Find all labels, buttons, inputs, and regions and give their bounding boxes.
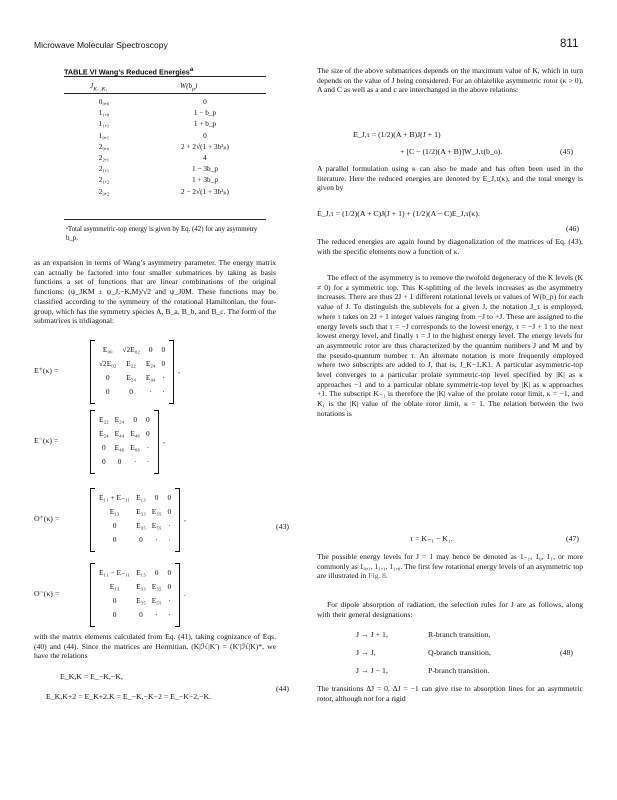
rule-p-transition: J → J − 1, [356,666,388,675]
table-row [64,163,266,174]
matrix-row [96,593,174,607]
matrix-element: · [168,534,171,544]
matrix-row [96,532,174,546]
right-para-2 [317,164,583,193]
right-para-5-text: The possible energy levels for J = 1 may hence be denoted as 1₋₁, 1₀, 1₁, or more commonly as 1₀,₁, 1₁,₁, 1₁,₀. The first few rotational energy levels of an asymmetric top are illustrated in [317,552,583,581]
table-col2-close: ) [194,81,198,90]
matrix-element: 0 [129,386,133,396]
matrix-row [96,342,168,356]
left-bracket [90,563,95,627]
right-para-5-text-wrap [317,552,583,581]
right-para-7 [317,684,583,703]
rule-q-transition: J → J, [356,648,376,657]
eq46-line: E_J,τ = (1/2)(A + C)J(J + 1) + (1/2)(A − C)E_J,τ(κ). [317,209,480,218]
level-label: 0₀,₀ [98,97,110,107]
matrix-o-minus [34,563,274,627]
matrix-element: 0 [117,456,122,466]
matrix-element: 0 [146,428,150,438]
matrix-element: 0 [112,534,117,544]
reduced-energy: 1 − b_p [193,108,217,118]
level-label: 1₀,₁ [98,130,110,140]
matrix-grid [96,412,153,468]
right-para-6-text: For dipole absorption of radiation, the selection rules for J are as follows, along with their general designations: [317,600,583,619]
matrix-row [96,607,174,621]
matrix-element: · [168,609,171,619]
matrix-element: E₂₄ [114,414,125,424]
matrix-body [90,488,180,552]
matrix-trailing-punct: , [178,366,180,375]
table-title-text: TABLE VI Wang’s Reduced Energies [64,67,190,77]
matrix-grid [96,342,168,398]
matrix-row [96,370,168,384]
matrix-element: E₄₆ [114,442,125,452]
matrix-element: E₃₅ [151,581,162,591]
table-col2-sub: p [192,86,195,93]
eq-number-46: (46) [566,224,579,233]
matrix-trailing-punct: , [163,436,165,445]
reduced-energy: 1 − 3b_p [191,164,218,174]
matrix-element: 0 [167,581,172,591]
eq45-line2: + [C − (1/2)(A + B)]W_J,τ(b_o). [400,147,503,156]
matrix-element: 0 [161,358,166,368]
table-row [64,141,266,152]
matrix-element: E₂₄ [99,428,109,438]
left-para-1 [34,258,276,326]
matrix-element: E₃₅ [136,595,146,605]
table-row [64,107,266,118]
right-para-4-text: The effect of the asymmetry is to remove the twofold degeneracy of the K levels (K ≠ 0) for a symmetric top. This K-splitting of the levels increases as the asymmetry increases. There are thus 2J + 1 different rotational levels or values of W(b_p) for each value of J. To distinguish the sublevels for a given J, the notation J_τ is employed, where τ takes on 2J + 1 integer values ranging from −J to +J. These are assigned to the energy levels such that τ = −J corresponds to the lowest energy, τ = −J + 1 to the next lowest energy level, and finally τ = J to the highest energy level. The energy levels for an asymmetric rotor are thus characterized by the quantum numbers J and M and by the pseudo-quantum number τ. An alternate notation is more frequently employed where two subscripts are added to J, that is, J_K−1,K1. A particular asymmetric-top level converges to a particular prolate symmetric-top level specified by |K| as κ approaches −1 and to a particular oblate symmetric-top level by |K| as κ approaches +1. The subscript K₋₁ is therefore the |K| value of the prolate rotor limit, κ = −1, and K₁ is the |K| value of the oblate rotor limit, κ = 1. The relation between the two notations is [317,273,583,418]
matrix-element: · [168,520,171,530]
matrix-body [90,410,159,474]
left-para-2 [34,632,276,661]
matrix-e-plus [34,340,274,404]
level-label: 2₀,₂ [98,186,110,196]
matrix-row [96,412,153,426]
matrix-element: · [149,386,152,396]
table-row [64,152,266,163]
left-bracket [90,340,95,404]
matrix-element: 0 [146,414,150,424]
matrix-element: E₃₃ [136,581,146,591]
fig-8-link[interactable]: Fig. 8. [368,571,388,581]
matrix-element: 0 [148,344,153,354]
eq45-line1: E_J,τ = (1/2)(A + B)J(J + 1) [353,130,441,139]
matrix-element: 0 [105,386,110,396]
matrix-label: E⁻(κ) = [34,436,59,445]
matrix-element: · [168,595,171,605]
eq-number-45: (45) [560,147,573,156]
matrix-body [90,340,174,404]
matrix-element: 0 [154,567,159,577]
matrix-element: · [162,386,165,396]
level-label: 2₁,₁ [98,164,110,174]
matrix-label: O⁻(κ) = [34,589,60,598]
matrix-element: E₀₀ [102,344,113,354]
matrix-row [96,440,153,454]
left-para-2-text: with the matrix elements calculated from Eq. (41), taking cognizance of Eqs. (40) and (44). Since the matrices are Hermitian, (K|ℋ|K′) = (K′|ℋ|K)*, we have the relations [34,632,276,661]
table-col1-label: J [90,81,94,90]
reduced-energy: 2 + 2√(1 + 3b²ₚ) [181,141,229,151]
matrix-element: E₂₂ [99,414,109,424]
matrix-label: O⁺(κ) = [34,514,60,523]
level-label: 2₂,₁ [98,153,110,163]
matrix-element: · [146,456,150,466]
eq47-line: τ = K₋₁ − K₁. [410,534,453,543]
matrix-element: E₄₆ [130,428,141,438]
right-para-1-text: The size of the above submatrices depends on the maximum value of K, which in turn depends on the value of J being considered. For an oblatelike asymmetric rotor (κ > 0), A and C as well as a and c are interchanged in the above relations: [317,66,583,95]
matrix-element: 0 [167,567,172,577]
table-title-mark: a [189,66,194,73]
right-para-7-text: The transitions ΔJ = 0, ΔJ = −1 can give rise to absorption lines for an asymmetric rotor, although not for a rigid [317,684,583,703]
matrix-o-plus [34,488,274,552]
matrix-row [96,565,174,579]
matrix-element: E₃₅ [136,520,146,530]
matrix-element: 0 [167,506,172,516]
right-bracket [154,410,159,474]
matrix-element: 0 [112,609,117,619]
matrix-element: E₁₁ + E₋₁₁ [99,492,131,502]
matrix-element: 0 [101,442,106,452]
table-header-rule [64,93,266,94]
matrix-element: · [133,456,137,466]
matrix-element: · [155,609,158,619]
matrix-grid [96,565,174,621]
left-para-1-text: as an expansion in terms of Wang’s asymmetry parameter. The energy matrix can actually be factored into four smaller submatrices by taking as basis functions a set of functions that are linear combinations of the original functions: (ψ_JKM ± ψ_J,−K,M)/√2 and ψ_J0M. These functions may be classified according to the symmetry of the rotational Hamiltonian, the four-group, which has the symmetry species A, B_a, B_b, and B_c. The form of the submatrices is tridiagonal: [34,258,276,326]
eq44-line1: E_K,K = E_−K,−K, [60,672,123,681]
matrix-element: E₅₅ [151,595,162,605]
rule-r-name: R-branch transition, [428,630,491,639]
right-para-3 [317,237,583,256]
right-para-4 [317,273,583,419]
matrix-element: E₃₃ [136,506,146,516]
eq-number-44: (44) [276,684,289,693]
matrix-element: · [146,442,150,452]
page-number: 811 [560,38,579,50]
wang-table [64,96,266,197]
reduced-energy: 0 [203,130,207,140]
reduced-energy: 1 + b_p [193,119,217,129]
right-para-2-text: A parallel formulation using κ can also be made and has often been used in the literature. Here the reduced energies are denoted by E_J,τ(κ), and the total energy is given by [317,164,583,193]
table-footnote: ᵃTotal asymmetric-top energy is given by Eq. (42) for any asymmetry b_p. [66,226,258,242]
eq-number-43: (43) [276,522,289,531]
right-para-5 [317,552,583,581]
level-label: 1₁,₁ [98,119,110,129]
matrix-row [96,426,153,440]
matrix-element: 0 [105,372,110,382]
eq-number-48: (48) [560,648,573,657]
matrix-element: 0 [167,492,172,502]
matrix-e-minus [34,410,274,474]
matrix-element: 0 [112,595,117,605]
eq-number-47: (47) [566,534,579,543]
table-row [64,186,266,197]
rule-r-transition: J → J + 1, [356,630,388,639]
matrix-label: E⁺(κ) = [34,366,59,375]
matrix-row [96,504,174,518]
matrix-element: 0 [139,609,143,619]
matrix-element: E₃₅ [151,506,162,516]
eq44-line2: E_K,K+2 = E_K+2,K = E_−K,−K−2 = E_−K−2,−K. [46,692,212,701]
right-bracket [169,340,174,404]
table-top-rule [64,76,266,77]
matrix-element: E₂₂ [126,358,136,368]
matrix-element: 0 [139,534,143,544]
table-row [64,118,266,129]
matrix-element: E₂₄ [145,358,156,368]
matrix-element: E₁₃ [109,581,120,591]
table-row [64,174,266,185]
level-label: 1₁,₀ [98,108,110,118]
matrix-element: E₅₅ [151,520,162,530]
matrix-element: E₄₄ [145,372,156,382]
right-para-6 [317,600,583,619]
matrix-element: E₁₃ [109,506,120,516]
matrix-element: E₁₃ [136,567,146,577]
table-col1-header [90,81,107,92]
matrix-element: · [162,372,165,382]
matrix-element: E₆₆ [130,442,141,452]
matrix-element: √2E₀₂ [122,344,140,354]
matrix-element: 0 [112,520,117,530]
level-label: 2₀,₀ [98,141,110,151]
matrix-row [96,454,153,468]
matrix-element: 0 [154,492,159,502]
table-title [64,66,193,76]
matrix-element: E₁₃ [136,492,146,502]
matrix-body [90,563,180,627]
matrix-element: √2E₀₂ [99,358,117,368]
matrix-element: 0 [161,344,166,354]
matrix-element: 0 [101,456,106,466]
reduced-energy: 2 − 2√(1 + 3b²ₚ) [181,186,229,196]
reduced-energy: 1 + 3b_p [191,175,218,185]
matrix-element: · [155,534,158,544]
matrix-trailing-punct: . [184,589,186,598]
matrix-trailing-punct: , [184,514,186,523]
right-para-3-text: The reduced energies are again found by diagonalization of the matrices of Eq. (43), with the specific elements now a function of κ. [317,237,583,256]
rule-q-name: Q-branch transition, [428,648,491,657]
matrix-element: E₂₄ [126,372,136,382]
table-col2-label: W(b [180,81,193,90]
table-row [64,130,266,141]
rule-p-name: P-branch transition. [428,666,490,675]
matrix-row [96,579,174,593]
reduced-energy: 4 [203,153,207,163]
matrix-element: 0 [133,414,138,424]
table-col2-header [180,81,197,92]
matrix-row [96,518,174,532]
matrix-grid [96,490,174,546]
right-para-1 [317,66,583,95]
matrix-row [96,384,168,398]
left-bracket [90,410,95,474]
table-col1-sub: K₋₁K₁ [93,86,108,93]
right-bracket [175,488,180,552]
matrix-row [96,490,174,504]
table-row [64,96,266,107]
reduced-energy: 0 [203,97,207,107]
level-label: 2₁,₂ [98,175,110,185]
left-bracket [90,488,95,552]
matrix-element: E₁₁ − E₋₁₁ [99,567,131,577]
matrix-row [96,356,168,370]
running-header: Microwave Molecular Spectroscopy [34,40,168,50]
right-bracket [175,563,180,627]
matrix-element: E₄₄ [114,428,125,438]
table-bottom-rule [64,219,266,220]
